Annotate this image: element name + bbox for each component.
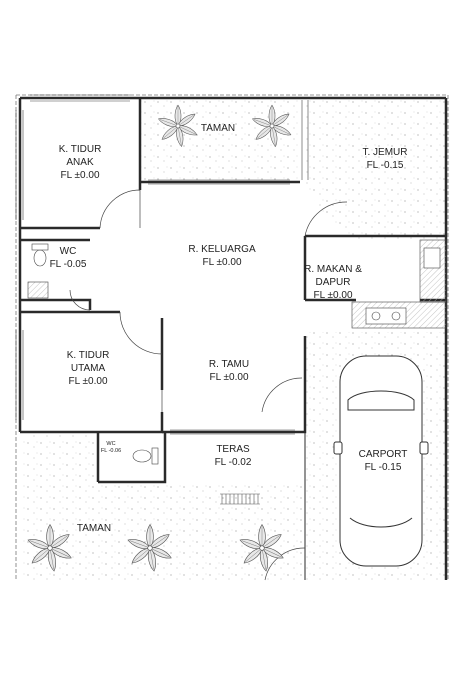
room-name: UTAMA: [70, 363, 106, 374]
room-name: TAMAN: [200, 123, 236, 134]
floor-level: FL -0.05: [49, 259, 87, 270]
floor-level: FL ±0.00: [313, 290, 353, 301]
label-taman-bawah: [77, 522, 111, 535]
room-name: T. JEMUR: [362, 147, 408, 158]
toilet-icon: [28, 244, 48, 298]
toilet-icon: [133, 448, 158, 464]
label-wc: [50, 245, 87, 271]
room-name: WC: [59, 246, 77, 257]
kitchen-counter: [352, 240, 446, 328]
label-kamar-utama: [67, 349, 110, 388]
floor-level: FL ±0.00: [209, 372, 249, 383]
room-name: R. TAMU: [208, 359, 250, 370]
floor-level: FL -0.02: [214, 457, 252, 468]
sink-icon: [424, 248, 440, 268]
floor-level: FL -0.15: [364, 462, 402, 473]
stove-icon: [366, 308, 406, 324]
floor-level: FL -0.06: [100, 448, 122, 454]
label-carport: [359, 448, 408, 474]
label-teras: [215, 443, 252, 469]
room-name: CARPORT: [358, 449, 408, 460]
room-name: DAPUR: [315, 277, 351, 288]
room-name: WC: [106, 441, 116, 447]
room-name: R. KELUARGA: [188, 244, 256, 255]
floor-level: FL ±0.00: [202, 257, 242, 268]
room-name: K. TIDUR: [58, 144, 102, 155]
room-name: K. TIDUR: [66, 350, 110, 361]
label-keluarga: [188, 243, 255, 269]
label-kamar-anak: [59, 143, 102, 182]
label-tamu: [209, 358, 249, 384]
room-name: R. MAKAN &: [304, 264, 362, 275]
room-name: ANAK: [66, 157, 94, 168]
room-name: TERAS: [216, 444, 250, 455]
label-taman-atas: [201, 122, 235, 135]
label-wc-kecil: [101, 441, 121, 455]
label-jemur: [363, 146, 408, 172]
floor-level: FL ±0.00: [60, 170, 100, 181]
floor-level: FL -0.15: [366, 160, 404, 171]
room-name: TAMAN: [76, 523, 112, 534]
label-makan: [304, 263, 362, 302]
floor-level: FL ±0.00: [68, 376, 108, 387]
